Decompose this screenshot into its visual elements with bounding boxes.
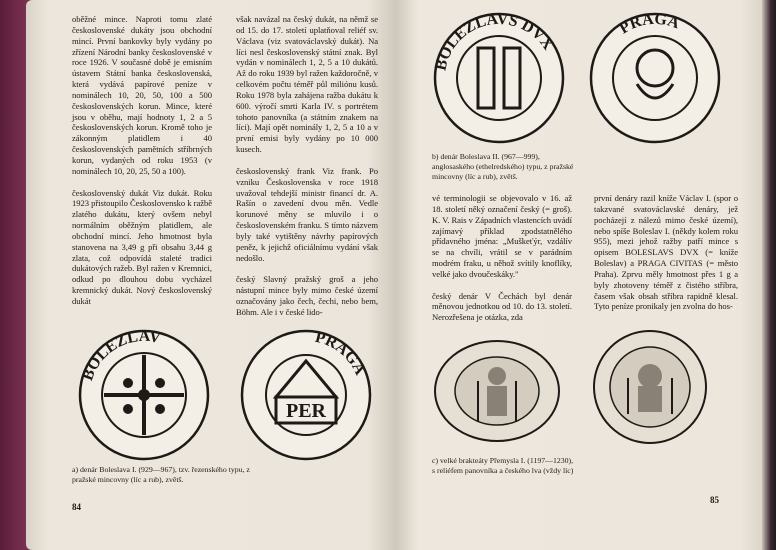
coin-illustration-b1 bbox=[426, 8, 572, 148]
right-column-1: vé terminologii se objevovalo v 16. až 18. století něký označení český (= groš). K. V. Rais v Západních vlastencích uvádí zajímavý příklad zpodstatnělého přídavného jména: „Muškeťýr, vzdálív se na chvíli, vrátil se v parádním modrém fraku, u něhož svítily knoflíky, velké jako dvoučeskáky." český denár V Čechách byl denár měnovou jednotkou od 10. do 13. století. Nerozřešena je otázka, zda bbox=[432, 193, 572, 323]
book-page-edge bbox=[762, 0, 776, 550]
coin-c-legend: BOLEZLAVS DVX bbox=[432, 10, 557, 73]
coin-illustration-b bbox=[232, 325, 380, 465]
coin-illustration-b2 bbox=[582, 8, 728, 148]
bracteate-illustration-2 bbox=[582, 328, 718, 446]
right-column-2: první denáry razil kníže Václav I. (spor o takzvané svatováclavské denáry, jež pocházejí z nálezů mimo české území), nebo spíše Boleslav I. (někdy kolem roku 955), mezi jehož ražby patří mince s opisem BOLESLAVS DVX (= kníže Boleslav) a PRAGA CIVITAS (= město Praha). Zprvu měly hmotnost přes 1 g a byly zhotoveny téměř z čistého stříbra, časem však obsah stříbra rapidně klesal. Tyto peníze pronikaly jen zvolna do hos- bbox=[594, 193, 738, 312]
coin-b-legend: PRAGA bbox=[313, 328, 369, 378]
right-caption-top: b) denár Boleslava II. (967—999), anglosaského (ethelredského) typu, z pražské mincovny (líc a rub), zvětš. bbox=[432, 152, 574, 181]
coin-b-center: PER bbox=[286, 400, 326, 422]
right-caption-bottom: c) velké brakteáty Přemysla I. (1197—1230), s reliéfem panovníka a českého lva (vždy líc) bbox=[432, 456, 574, 475]
book-cover-edge bbox=[0, 0, 28, 550]
coin-a-legend: BOLEZLAV bbox=[79, 327, 162, 383]
left-page bbox=[26, 0, 396, 550]
left-column-1: oběžné mince. Naproti tomu zlaté československé dukáty jsou obchodní mincí. První bankovky byly vydány po zřízení Národní banky československé v roce 1926. V současné době je emisním ústavem Státní banka československá, která vydává papírové peníze v nominálech 10, 20, 50, 100 a 500 československých korun. Mince, které jsou v oběhu, mají hodnoty 1, 2 a 5 československých korun. Kromě toho je zákonným platidlem i 40 československých pamětních stříbrných korun, vydaných od roku 1953 (v nominálech 10, 20, 25, 50 a 100). československý dukát Viz dukát. Roku 1923 přistoupilo Československo k ražbě zlatého dukátu, který ovšem nebyl normálním oběžným platidlem, ale obchodní mincí. Jeho hmotnost byla stanovena na 3,49 g při obsahu 3,44 g zlata, což odpovídá staleté tradici dukátových ražeb. Byl ražen v Kremnici, odkud po dlouhou dobu vycházel kremnický dukát. Nový československý dukát bbox=[72, 14, 212, 306]
left-caption: a) denár Boleslava I. (929—967), tzv. řezenského typu, z pražské mincovny (líc a rub), zvětš. bbox=[72, 465, 250, 484]
right-page bbox=[396, 0, 762, 550]
coin-illustration-a bbox=[70, 325, 218, 465]
left-column-2: však navázal na český dukát, na němž se od 15. do 17. století uplatňoval reliéf sv. Václava (viz svatováclavský dukát). Na líci nesl československý státní znak. Byl vydán v nominálech 1, 2, 5 a 10 dukátů. Až do roku 1939 byl ražen každoročně, v celkovém počtu téměř půl miliónu kusů. Roku 1978 byla zahájena ražba dukátu k 600. výročí smrti Karla IV. s portrétem tohoto panovníka (a státním znakem na líci). Mají opět nominály 1, 2, 5 a 10 a v první emisi byly vydány po 10 000 kusech. československý frank Viz frank. Po vzniku Československa v roce 1918 uvažoval tehdejší ministr financí dr. A. Rašín o zavedení dvou měn. Vedle korunové měny se mluvilo i o československém franku. S tímto názvem byly také vytištěny návrhy papírových peněz, k jejichž oficiálnímu vydání však nedošlo. český Slavný pražský groš a jeho nástupní mince byly mimo české území označovány jako čech, čechi, nebo bem, Böhm. Ale i v české lido- bbox=[236, 14, 378, 317]
bracteate-illustration-1 bbox=[430, 336, 564, 446]
coin-d-legend: PRAGA bbox=[616, 10, 682, 38]
page-number-right: 85 bbox=[710, 495, 719, 505]
page-number-left: 84 bbox=[72, 502, 81, 512]
